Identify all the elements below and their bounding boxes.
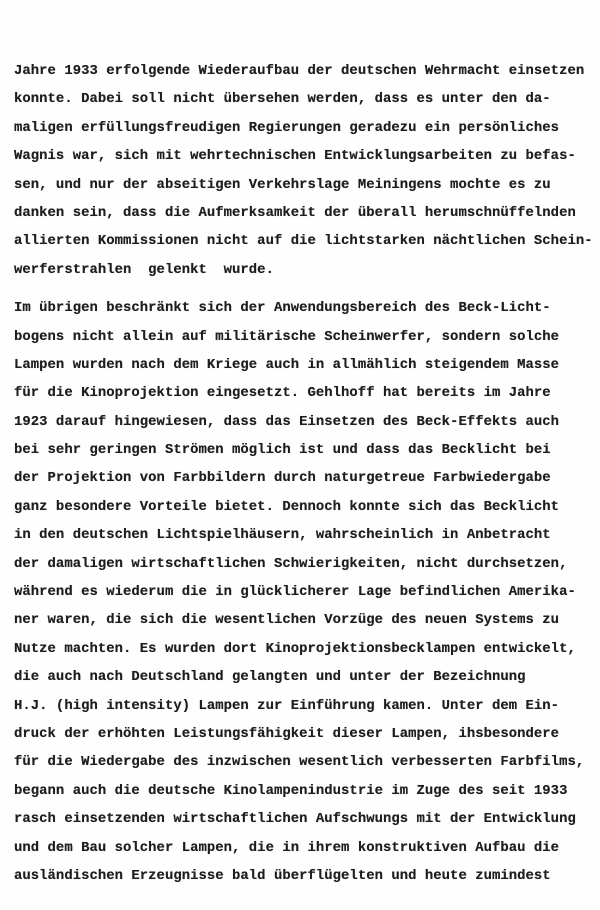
text-line: 1923 darauf hingewiesen, dass das Einsetzen des Beck-Effekts auch	[14, 413, 560, 430]
text-line: allierten Kommissionen nicht auf die lichtstarken nächtlichen Schein-	[14, 233, 593, 250]
text-line: Nutze machten. Es wurden dort Kinoprojektionsbecklampen entwickelt,	[14, 640, 576, 657]
text-line: für die Kinoprojektion eingesetzt. Gehlhoff hat bereits im Jahre	[14, 385, 551, 402]
text-line: der damaligen wirtschaftlichen Schwierigkeiten, nicht durchsetzen,	[14, 555, 568, 572]
text-line: ausländischen Erzeugnisse bald überflügelten und heute zumindest	[14, 867, 551, 884]
text-line: Lampen wurden nach dem Kriege auch in allmählich steigendem Masse	[14, 356, 560, 373]
text-line: konnte. Dabei soll nicht übersehen werden, dass es unter den da-	[14, 91, 551, 108]
text-line: bogens nicht allein auf militärische Scheinwerfer, sondern solche	[14, 328, 560, 345]
text-line: sen, und nur der abseitigen Verkehrslage Meiningens mochte es zu	[14, 176, 551, 193]
document-text	[14, 57, 594, 890]
text-line: bei sehr geringen Strömen möglich ist und dass das Becklicht bei	[14, 442, 551, 459]
text-line: ner waren, die sich die wesentlichen Vorzüge des neuen Systems zu	[14, 612, 560, 629]
text-line: für die Wiedergabe des inzwischen wesentlich verbesserten Farbfilms,	[14, 754, 585, 771]
text-line: danken sein, dass die Aufmerksamkeit der überall herumschnüffelnden	[14, 204, 576, 221]
text-line: in den deutschen Lichtspielhäusern, wahrscheinlich in Anbetracht	[14, 527, 551, 544]
paragraph	[14, 57, 594, 284]
text-line: Im übrigen beschränkt sich der Anwendungsbereich des Beck-Licht-	[14, 300, 551, 317]
text-line: der Projektion von Farbbildern durch naturgetreue Farbwiedergabe	[14, 470, 551, 487]
text-line: werferstrahlen gelenkt wurde.	[14, 261, 274, 278]
text-line: H.J. (high intensity) Lampen zur Einführung kamen. Unter dem Ein-	[14, 697, 560, 714]
text-line: druck der erhöhten Leistungsfähigkeit dieser Lampen, ihsbesondere	[14, 725, 560, 742]
text-line: Wagnis war, sich mit wehrtechnischen Entwicklungsarbeiten zu befas-	[14, 148, 576, 165]
paragraph	[14, 294, 594, 890]
text-line: rasch einsetzenden wirtschaftlichen Aufschwungs mit der Entwicklung	[14, 811, 576, 828]
text-line: und dem Bau solcher Lampen, die in ihrem konstruktiven Aufbau die	[14, 839, 560, 856]
text-line: die auch nach Deutschland gelangten und unter der Bezeichnung	[14, 669, 526, 686]
text-line: ganz besondere Vorteile bietet. Dennoch konnte sich das Becklicht	[14, 498, 560, 515]
text-line: während es wiederum die in glücklicherer Lage befindlichen Amerika-	[14, 584, 576, 601]
text-line: Jahre 1933 erfolgende Wiederaufbau der deutschen Wehrmacht einsetzen	[14, 63, 585, 79]
text-line: maligen erfüllungsfreudigen Regierungen geradezu ein persönliches	[14, 119, 560, 136]
text-line: begann auch die deutsche Kinolampenindustrie im Zuge des seit 1933	[14, 782, 568, 799]
